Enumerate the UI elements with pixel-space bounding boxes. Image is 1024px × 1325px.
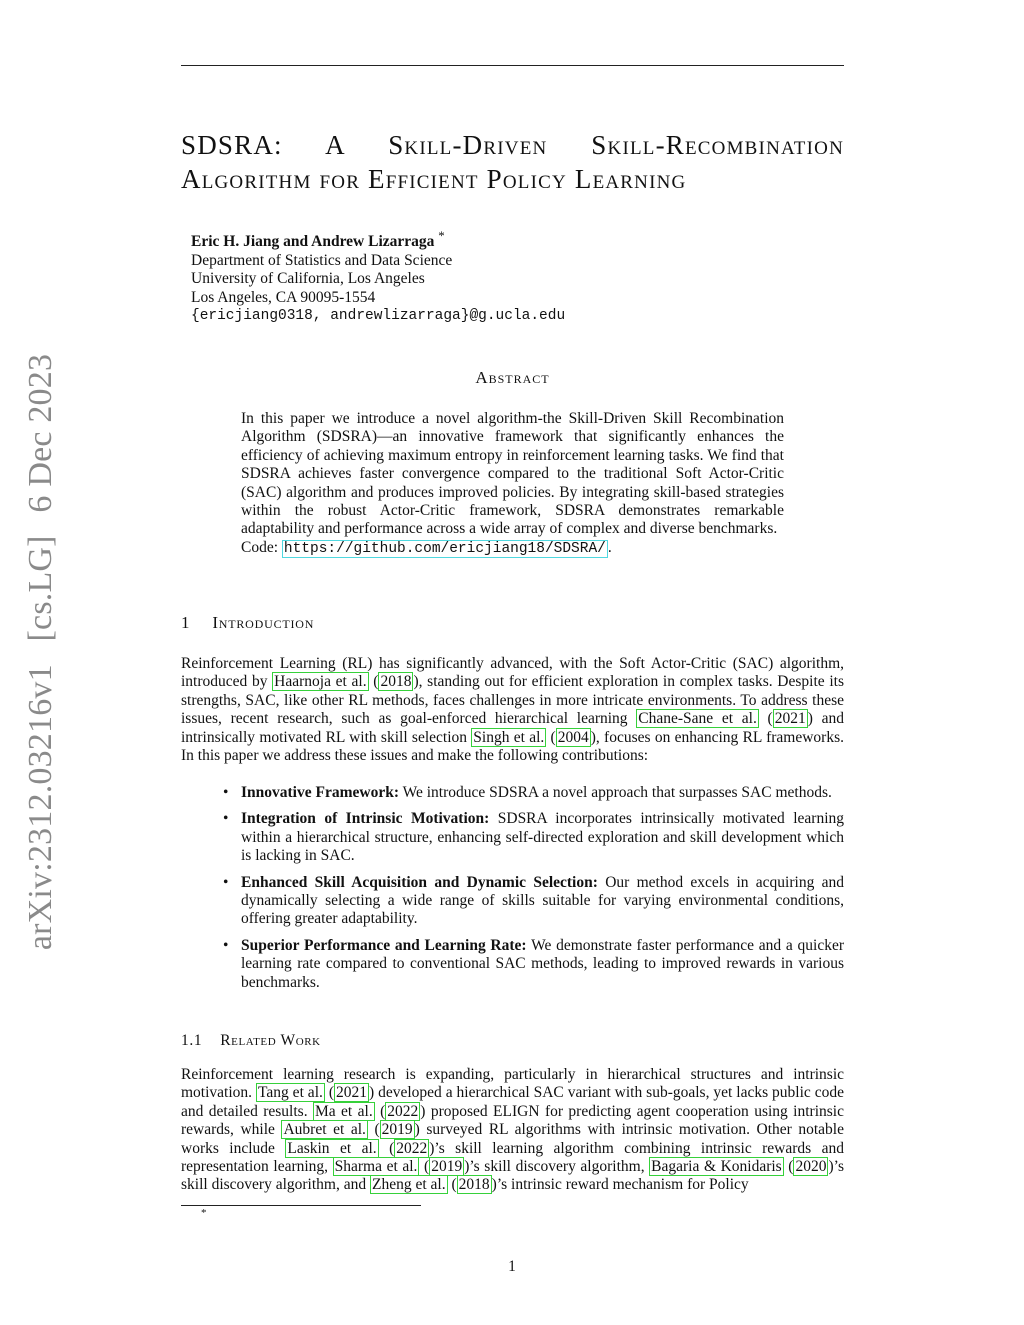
contribution-title: Enhanced Skill Acquisition and Dynamic Selection: xyxy=(241,873,598,891)
abstract-heading: Abstract xyxy=(475,368,550,387)
list-item: • Innovative Framework: We introduce SDSRA a novel approach that surpasses SAC methods. xyxy=(223,784,832,801)
citation-sharma[interactable]: Sharma et al. xyxy=(334,1158,418,1176)
author-footnote-mark: * xyxy=(438,228,445,243)
citation-aubret[interactable]: Aubret et al. xyxy=(283,1121,366,1139)
related-text: ’s intrinsic reward mechanism for Policy xyxy=(496,1176,749,1194)
code-link[interactable]: https://github.com/ericjiang18/SDSRA/ xyxy=(283,540,606,557)
related-text: ’s skill discovery algorithm, and xyxy=(181,1158,844,1194)
list-item: • Superior Performance and Learning Rate: We demonstrate faster performance and a quicker learning rate compared to conventional SAC methods, leading to improved rewards in various benchmarks. xyxy=(223,936,844,991)
section-number: 1 xyxy=(181,613,191,632)
arxiv-id: arXiv:2312.03216v1 xyxy=(22,664,59,951)
related-text: surveyed RL algorithms with intrinsic motivation. Other notable works include xyxy=(181,1121,844,1157)
intro-text: Reinforcement Learning (RL) has significantly advanced, with the Soft Actor-Critic (SAC) algorithm, introduced by xyxy=(181,655,844,691)
citation-chane-sane[interactable]: Chane-Sane et al. xyxy=(638,710,757,728)
related-work-paragraph: Reinforcement learning research is expanding, particularly in hierarchical structures and intrinsic motivation. Tang et al. ( 2021 ) developed a hierarchical SAC variant with sub-goals, yet lacks public code and detailed results. Ma et al. ( 2022 ) proposed ELIGN for predicting agent cooperation using intrinsic rewards, while Aubret et al. ( 2019 ) surveyed RL algorithms with intrinsic motivation. Other notable works include Laskin et al. ( 2022 )’s skill learning algorithm combining intrinsic rewards and representation learning, Sharma et al. ( 2019 )’s skill discovery algorithm, Bagaria & Konidaris ( 2020 )’s skill discovery algorithm, and Zheng et al. ( 2018 )’s intrinsic reward mechanism for Policy xyxy=(181,1066,844,1194)
arxiv-category: [cs.LG] xyxy=(22,535,59,642)
intro-text: and intrinsically motivated RL with skill selection xyxy=(181,710,844,746)
citation-year-bagaria[interactable]: 2020 xyxy=(795,1158,827,1176)
code-label: Code: xyxy=(241,538,279,556)
citation-haarnoja[interactable]: Haarnoja et al. xyxy=(274,673,367,691)
contribution-text: Our method excels in acquiring and dynamically selecting a wide range of skills suitable for varying environmental conditions, offering greater adaptability. xyxy=(241,873,845,928)
author-university: University of California, Los Angeles xyxy=(191,270,425,288)
footnote-rule xyxy=(181,1205,421,1206)
footnote-mark: * xyxy=(201,1207,207,1219)
abstract-text: In this paper we introduce a novel algorithm-the Skill-Driven Skill Recombination Algorithm (SDSRA)—an innovative framework that significantly enhances the efficiency of achieving maximum entropy in reinforcement learning tasks. We find that SDSRA achieves faster convergence compared to the traditional Soft Actor-Critic (SAC) algorithm and produces improved policies. By integrating skill-based strategies within the robust Actor-Critic framework, SDSRA demonstrates remarkable adaptability and performance across a wide array of complex and diverse benchmarks. xyxy=(241,410,784,538)
related-text: developed a hierarchical SAC variant with sub-goals, yet lacks public code and detailed results. xyxy=(181,1084,844,1120)
citation-year-tang[interactable]: 2021 xyxy=(335,1084,367,1102)
author-department: Department of Statistics and Data Science xyxy=(191,251,453,269)
contribution-text: SDSRA incorporates intrinsically motivated learning within a hierarchical structure, enhancing self-directed exploration and skill development which is lacking in SAC. xyxy=(241,810,845,865)
paper-title xyxy=(181,128,844,196)
section-title: Introduction xyxy=(212,613,315,632)
author-names: Eric H. Jiang and Andrew Lizarraga xyxy=(191,233,435,251)
contribution-title: Innovative Framework: xyxy=(241,784,399,801)
citation-laskin[interactable]: Laskin et al. xyxy=(287,1139,377,1157)
related-text: ’s skill discovery algorithm, xyxy=(469,1158,650,1176)
related-text: proposed ELIGN for predicting agent cooperation using intrinsic rewards, while xyxy=(181,1102,844,1139)
contribution-text: We demonstrate faster performance and a quicker learning rate compared to conventional SAC methods, leading to improved rewards in various benchmarks. xyxy=(241,936,844,991)
intro-text: , standing out for efficient exploration in complex tasks. Despite its strengths, SAC, like other RL methods, faces challenges in more intricate environments. To address these issues, recent research, such as goal-enforced hierarchical learning xyxy=(181,673,844,728)
related-text: Reinforcement learning research is expanding, particularly in hierarchical structures and intrinsic motivation. xyxy=(181,1066,844,1102)
citation-year-aubret[interactable]: 2019 xyxy=(381,1121,413,1139)
contributions-list xyxy=(223,784,844,1000)
related-text: ’s skill learning algorithm combining intrinsic rewards and representation learning, xyxy=(181,1139,844,1176)
page-number: 1 xyxy=(508,1258,516,1275)
citation-singh[interactable]: Singh et al. xyxy=(473,728,545,746)
citation-year-ma[interactable]: 2022 xyxy=(387,1102,419,1120)
citation-bagaria[interactable]: Bagaria & Konidaris xyxy=(651,1158,782,1176)
contribution-title: Integration of Intrinsic Motivation: xyxy=(241,810,490,828)
citation-year-zheng[interactable]: 2018 xyxy=(458,1176,490,1194)
author-block xyxy=(191,227,565,326)
citation-year-sharma[interactable]: 2019 xyxy=(431,1158,463,1176)
contribution-title: Superior Performance and Learning Rate: xyxy=(241,936,527,954)
subsection-title: Related Work xyxy=(220,1032,321,1049)
subsection-number: 1.1 xyxy=(181,1032,203,1049)
title-line-1: SDSRA: A Skill-Driven Skill-Recombination xyxy=(181,130,844,160)
section-heading-introduction xyxy=(181,613,314,633)
arxiv-stamp xyxy=(22,340,60,950)
list-item: • Integration of Intrinsic Motivation: SDSRA incorporates intrinsically motivated learning within a hierarchical structure, enhancing self-directed exploration and skill development which is lacking in SAC. xyxy=(223,810,845,865)
list-item: • Enhanced Skill Acquisition and Dynamic Selection: Our method excels in acquiring and dynamically selecting a wide range of skills suitable for varying environmental conditions, offering greater adaptability. xyxy=(223,873,845,928)
citation-year-haarnoja[interactable]: 2018 xyxy=(380,673,412,691)
title-line-2: Algorithm for Efficient Policy Learning xyxy=(181,164,687,194)
citation-ma[interactable]: Ma et al. xyxy=(314,1102,373,1120)
abstract-body: In this paper we introduce a novel algorithm-the Skill-Driven Skill Recombination Algorithm (SDSRA)—an innovative framework that significantly enhances the efficiency of achieving maximum entropy in reinforcement learning tasks. We find that SDSRA achieves faster convergence compared to the traditional Soft Actor-Critic (SAC) algorithm and produces improved policies. By integrating skill-based strategies within the robust Actor-Critic framework, SDSRA demonstrates remarkable adaptability and performance across a wide array of complex and diverse benchmarks. Code: https://github.com/ericjiang18/SDSRA/ . xyxy=(241,410,784,557)
citation-year-chane-sane[interactable]: 2021 xyxy=(774,710,806,728)
header-rule xyxy=(181,65,844,66)
citation-year-laskin[interactable]: 2022 xyxy=(396,1139,428,1157)
author-address: Los Angeles, CA 90095-1554 xyxy=(191,288,376,306)
citation-tang[interactable]: Tang et al. xyxy=(257,1084,323,1102)
contribution-text: We introduce SDSRA a novel approach that surpasses SAC methods. xyxy=(402,784,832,801)
intro-text: , focuses on enhancing RL frameworks. In this paper we address these issues and make the following contributions: xyxy=(181,728,844,765)
subsection-heading-related-work xyxy=(181,1032,321,1050)
intro-paragraph: Reinforcement Learning (RL) has significantly advanced, with the Soft Actor-Critic (SAC) algorithm, introduced by Haarnoja et al. ( 2018 ), standing out for efficient exploration in complex tasks. Despite its strengths, SAC, like other RL methods, faces challenges in more intricate environments. To address these issues, recent research, such as goal-enforced hierarchical learning Chane-Sane et al. ( 2021 ) and intrinsically motivated RL with skill selection Singh et al. ( 2004 ), focuses on enhancing RL frameworks. In this paper we address these issues and make the following contributions: xyxy=(181,655,844,765)
arxiv-date: 6 Dec 2023 xyxy=(22,353,59,513)
citation-year-singh[interactable]: 2004 xyxy=(557,728,589,746)
citation-zheng[interactable]: Zheng et al. xyxy=(371,1176,446,1194)
author-email: {ericjiang0318, andrewlizarraga}@g.ucla.edu xyxy=(191,308,566,325)
